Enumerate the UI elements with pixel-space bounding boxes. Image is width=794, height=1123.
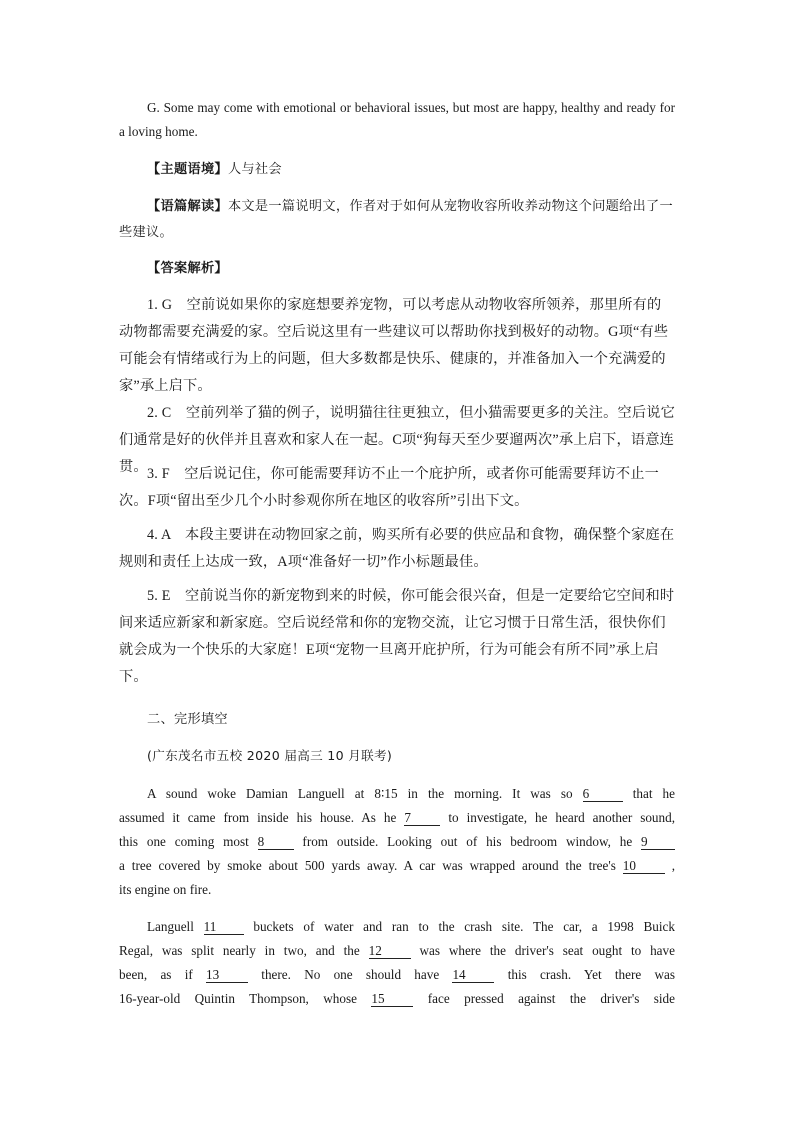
reading-label: 【语篇解读】 [147,199,228,214]
blank-11: 11 [204,919,244,935]
blank-14: 14 [452,967,494,983]
cloze-line: Languell 11 buckets of water and ran to the crash site. The car, a 1998 Buick [147,919,675,934]
blank-7: 7 [404,810,440,826]
reading-text: 本文是一篇说明文，作者对于如何从宠物收容所收养动物这个问题给出了一些建议。 [119,199,674,240]
reading-analysis [119,194,675,246]
answer-4: 4. A 本段主要讲在动物回家之前，购买所有必要的供应品和食物，确保整个家庭在规则和责任上达成一致，A项“准备好一切”作小标题最佳。 [119,527,675,570]
blank-13: 13 [206,967,248,983]
cloze-line: A sound woke Damian Languell at 8∶15 in the morning. It was so 6 that he [147,786,676,801]
theme-context [119,157,675,183]
answer-3: 3. F 空后说记住，你可能需要拜访不止一个庇护所，或者你可能需要拜访不止一次。F项“留出至少几个小时参观你所在地区的收容所”引出下文。 [119,466,660,509]
cloze-line: Regal, was split nearly in two, and the 12 was where the driver's seat ought to have [119,943,675,958]
option-g-text: G. Some may come with emotional or behavioral issues, but most are happy, healthy and ready for a loving home. [119,100,675,139]
blank-9: 9 [641,834,675,850]
blank-10: 10 [623,858,665,874]
answer-2: 2. C 空前列举了猫的例子，说明猫往往更独立，但小猫需要更多的关注。空后说它们通常是好的伙伴并且喜欢和家人在一起。C项“狗每天至少要遛两次”承上启下，语意连贯。 [119,405,676,475]
section-title: 二、完形填空 [147,712,228,727]
answer-heading: 【答案解析】 [147,261,228,276]
theme-text: 人与社会 [227,162,282,177]
theme-label: 【主题语境】 [147,162,228,177]
cloze-line: its engine on fire. [119,882,212,897]
answer-5: 5. E 空前说当你的新宠物到来的时候，你可能会很兴奋，但是一定要给它空间和时间来适应新家和新家庭。空后说经常和你的宠物交流，让它习惯于日常生活，很快你们就会成为一个快乐的大家庭！E项“宠物一旦离开庇护所，行为可能会有所不同”承上启下。 [119,588,675,685]
cloze-line: been, as if 13 there. No one should have 14 this crash. Yet there was [119,967,676,982]
cloze-paragraph-2 [119,915,675,1011]
cloze-line: 16-year-old Quintin Thompson, whose 15 face pressed against the driver's side [119,991,675,1006]
cloze-line: a tree covered by smoke about 500 yards away. A car was wrapped around the tree's 10 , [119,858,676,873]
blank-8: 8 [258,834,294,850]
cloze-line: assumed it came from inside his house. As he 7 to investigate, he heard another sound, [119,810,676,825]
blank-15: 15 [371,991,413,1007]
cloze-paragraph-1 [119,782,675,902]
blank-12: 12 [369,943,411,959]
blank-6: 6 [583,786,623,802]
source-note: (广东茂名市五校 2020 届高三 10 月联考) [147,748,393,763]
cloze-line: this one coming most 8 from outside. Looking out of his bedroom window, he 9 [119,830,675,854]
answer-1: 1. G 空前说如果你的家庭想要养宠物，可以考虑从动物收容所领养，那里所有的动物都需要充满爱的家。空后说这里有一些建议可以帮助你找到极好的动物。G项“有些可能会有情绪或行为上的问题，但大多数都是快乐、健康的，并准备加入一个充满爱的家”承上启下。 [119,297,669,394]
